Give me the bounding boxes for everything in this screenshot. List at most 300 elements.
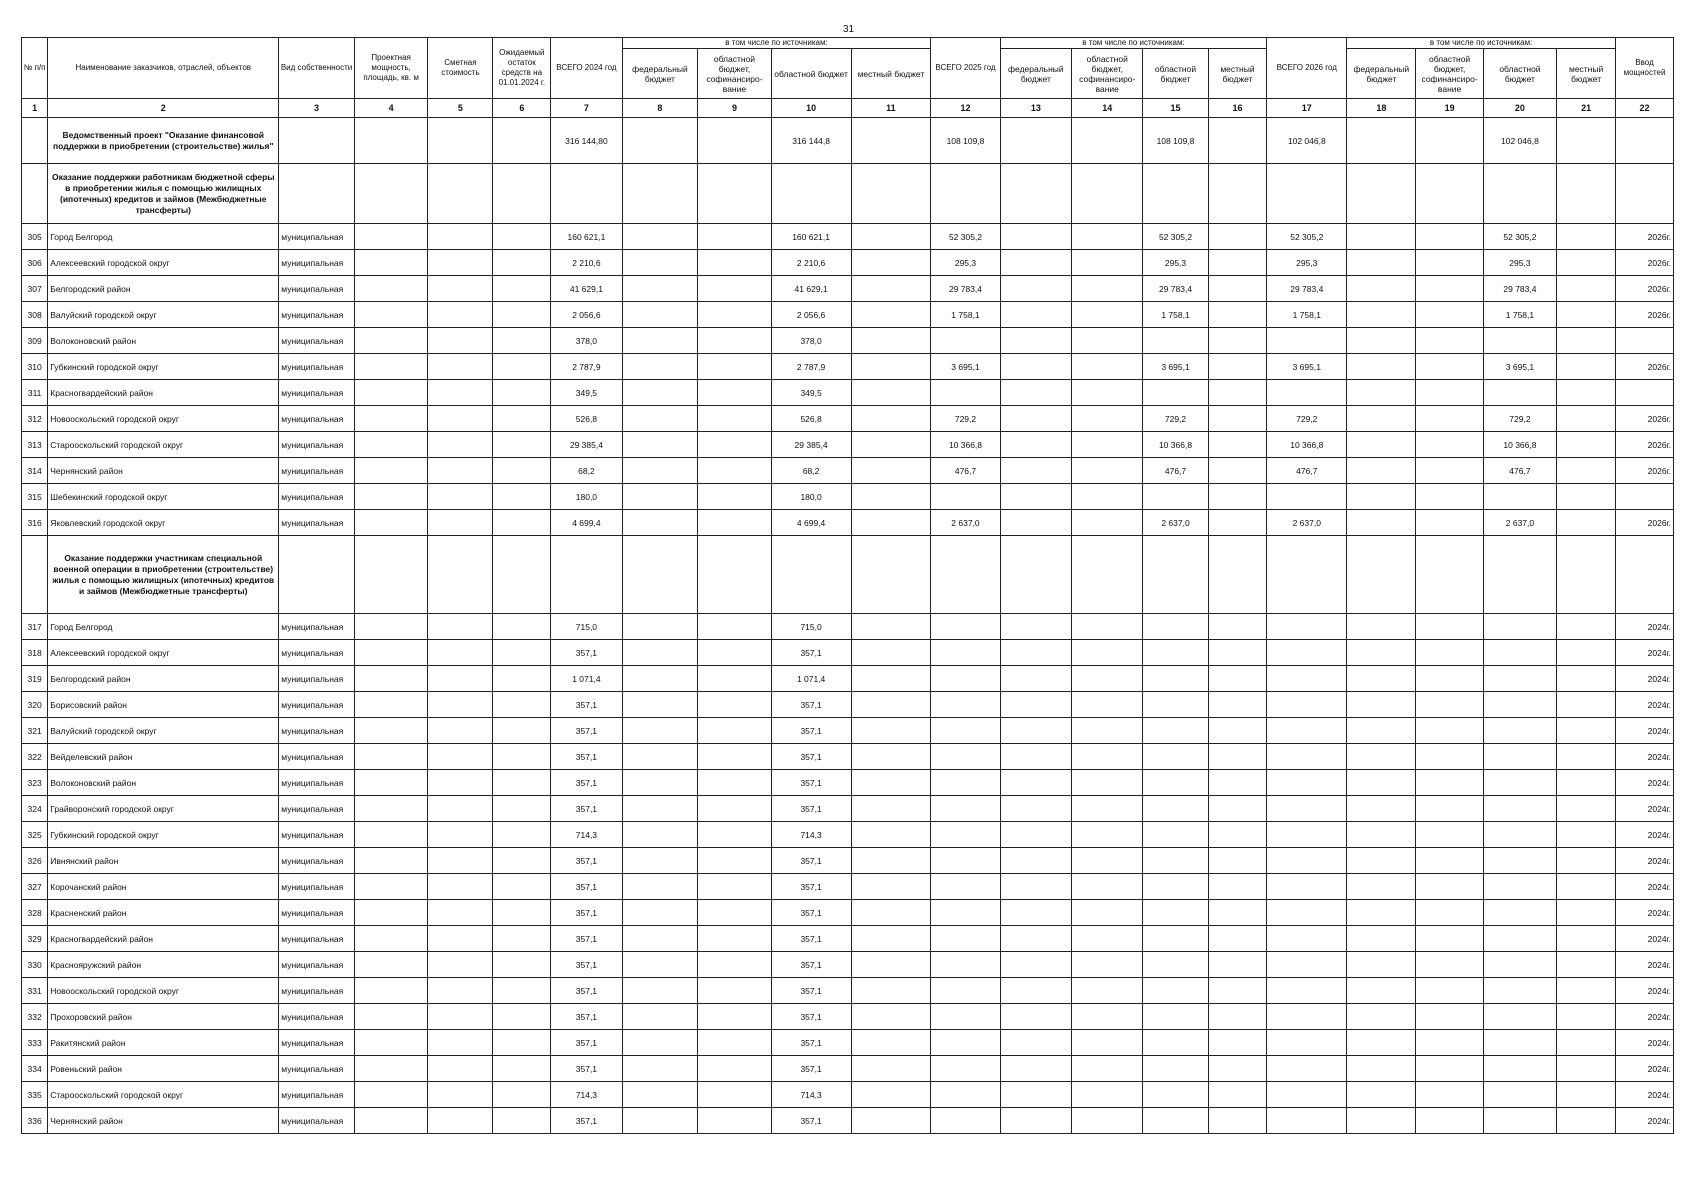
row-regional-2025: 729,2 (1143, 406, 1208, 432)
header-num: № п/п (22, 38, 48, 99)
empty-cell (698, 328, 772, 354)
column-number: 1 (22, 99, 48, 118)
row-commissioning: 2024г. (1616, 1056, 1674, 1082)
row-total-2026 (1267, 900, 1347, 926)
empty-cell (354, 458, 428, 484)
row-name: Губкинский городской округ (48, 822, 279, 848)
row-regional-2024: 357,1 (771, 952, 851, 978)
empty-cell (1557, 224, 1616, 250)
empty-cell (493, 224, 551, 250)
row-number: 327 (22, 874, 48, 900)
empty-cell (1416, 692, 1483, 718)
empty-cell (1416, 354, 1483, 380)
row-number: 330 (22, 952, 48, 978)
row-total-2024: 357,1 (551, 1030, 622, 1056)
empty-cell (1347, 900, 1416, 926)
empty-cell (1208, 224, 1267, 250)
empty-cell (354, 770, 428, 796)
empty-cell (1347, 1082, 1416, 1108)
empty-cell (698, 744, 772, 770)
empty-cell (1416, 510, 1483, 536)
empty-cell (851, 692, 931, 718)
row-total-2026 (1267, 1030, 1347, 1056)
row-regional-2025 (1143, 744, 1208, 770)
empty-cell (698, 380, 772, 406)
row-total-2026 (1267, 770, 1347, 796)
header-expected-balance: Ожидаемый остаток средств на 01.01.2024 г. (493, 38, 551, 99)
row-name: Новооскольский городской округ (48, 978, 279, 1004)
empty-cell (1143, 536, 1208, 614)
empty-cell (354, 380, 428, 406)
empty-cell (428, 900, 493, 926)
row-regional-2025 (1143, 1108, 1208, 1134)
empty-cell (1347, 354, 1416, 380)
empty-cell (1072, 510, 1143, 536)
empty-cell (354, 1056, 428, 1082)
empty-cell (428, 770, 493, 796)
row-total-2024: 357,1 (551, 1004, 622, 1030)
empty-cell (1072, 484, 1143, 510)
empty-cell (1416, 1030, 1483, 1056)
empty-cell (622, 614, 698, 640)
empty-cell (1347, 1030, 1416, 1056)
row-total-2025 (931, 484, 1000, 510)
empty-cell (428, 1030, 493, 1056)
empty-cell (1347, 770, 1416, 796)
row-total-2024: 2 210,6 (551, 250, 622, 276)
row-number: 335 (22, 1082, 48, 1108)
empty-cell (622, 484, 698, 510)
row-ownership: муниципальная (279, 614, 355, 640)
row-total-2024: 357,1 (551, 978, 622, 1004)
empty-cell (622, 380, 698, 406)
row-ownership: муниципальная (279, 1056, 355, 1082)
row-total-2024: 357,1 (551, 770, 622, 796)
row-regional-2026 (1483, 1082, 1557, 1108)
row-commissioning: 2024г. (1616, 666, 1674, 692)
row-total-2024: 715,0 (551, 614, 622, 640)
empty-cell (493, 302, 551, 328)
empty-cell (493, 900, 551, 926)
empty-cell (1072, 848, 1143, 874)
empty-cell (428, 718, 493, 744)
empty-cell (1000, 380, 1071, 406)
empty-cell (428, 1082, 493, 1108)
empty-cell (1000, 692, 1071, 718)
empty-cell (1072, 822, 1143, 848)
row-regional-2025: 29 783,4 (1143, 276, 1208, 302)
empty-cell (1000, 978, 1071, 1004)
row-name: Белгородский район (48, 276, 279, 302)
row-total-2025: 1 758,1 (931, 302, 1000, 328)
row-number: 310 (22, 354, 48, 380)
empty-cell (1208, 822, 1267, 848)
row-number: 329 (22, 926, 48, 952)
row-total-2024: 68,2 (551, 458, 622, 484)
row-total-2026: 3 695,1 (1267, 354, 1347, 380)
column-number: 10 (771, 99, 851, 118)
row-commissioning: 2026г. (1616, 510, 1674, 536)
column-number: 12 (931, 99, 1000, 118)
row-ownership: муниципальная (279, 978, 355, 1004)
row-total-2025: 2 637,0 (931, 510, 1000, 536)
row-number: 314 (22, 458, 48, 484)
empty-cell (851, 536, 931, 614)
row-regional-2025 (1143, 484, 1208, 510)
empty-cell (1000, 406, 1071, 432)
empty-cell (1557, 900, 1616, 926)
empty-cell (1072, 354, 1143, 380)
empty-cell (354, 250, 428, 276)
empty-cell (698, 666, 772, 692)
header-federal: федеральный бюджет (1000, 49, 1071, 99)
table-row (22, 1030, 1674, 1056)
empty-cell (1072, 770, 1143, 796)
empty-cell (354, 640, 428, 666)
empty-cell (1000, 484, 1071, 510)
empty-cell (851, 484, 931, 510)
empty-cell (1557, 536, 1616, 614)
row-regional-2024: 357,1 (771, 744, 851, 770)
header-commissioning: Ввод мощностей (1616, 38, 1674, 99)
row-total-2025: 10 366,8 (931, 432, 1000, 458)
row-regional-2024: 2 210,6 (771, 250, 851, 276)
row-total-2025 (931, 1004, 1000, 1030)
empty-cell (1557, 1030, 1616, 1056)
row-total-2025 (931, 328, 1000, 354)
empty-cell (1416, 380, 1483, 406)
row-regional-2026 (1483, 900, 1557, 926)
empty-cell (428, 484, 493, 510)
empty-cell (1416, 1004, 1483, 1030)
section-title: Оказание поддержки участникам специальной военной операции в приобретении (строительстве) жилья с помощью жилищных (ипотечных) кредитов и займов (Межбюджетные трансферты) (48, 536, 279, 614)
header-regional: областной бюджет (1143, 49, 1208, 99)
empty-cell (1000, 1004, 1071, 1030)
empty-cell (1347, 224, 1416, 250)
header-federal: федеральный бюджет (622, 49, 698, 99)
empty-cell (1208, 1004, 1267, 1030)
row-total-2025 (931, 718, 1000, 744)
empty-cell (851, 926, 931, 952)
row-total-2024: 41 629,1 (551, 276, 622, 302)
empty-cell (1072, 692, 1143, 718)
row-regional-2024: 357,1 (771, 796, 851, 822)
empty-cell (493, 510, 551, 536)
row-number: 336 (22, 1108, 48, 1134)
header-regional: областной бюджет (771, 49, 851, 99)
empty-cell (1347, 1108, 1416, 1134)
empty-cell (622, 692, 698, 718)
row-ownership: муниципальная (279, 718, 355, 744)
empty-cell (1072, 874, 1143, 900)
empty-cell (1416, 796, 1483, 822)
empty-cell (1000, 1082, 1071, 1108)
row-name: Красногвардейский район (48, 380, 279, 406)
row-ownership: муниципальная (279, 302, 355, 328)
empty-cell (1347, 432, 1416, 458)
empty-cell (1416, 406, 1483, 432)
empty-cell (493, 1108, 551, 1134)
row-commissioning: 2024г. (1616, 692, 1674, 718)
row-name: Вейделевский район (48, 744, 279, 770)
row-ownership: муниципальная (279, 848, 355, 874)
row-commissioning: 2024г. (1616, 1082, 1674, 1108)
row-commissioning: 2024г. (1616, 926, 1674, 952)
table-row (22, 1108, 1674, 1134)
empty-cell (1000, 744, 1071, 770)
project-regional-2025: 108 109,8 (1143, 118, 1208, 164)
empty-cell (1557, 718, 1616, 744)
empty-cell (622, 1030, 698, 1056)
empty-cell (1208, 978, 1267, 1004)
empty-cell (493, 614, 551, 640)
row-commissioning: 2024г. (1616, 900, 1674, 926)
row-ownership: муниципальная (279, 822, 355, 848)
column-number: 3 (279, 99, 355, 118)
empty-cell (493, 692, 551, 718)
row-total-2026: 1 758,1 (1267, 302, 1347, 328)
empty-cell (1347, 640, 1416, 666)
empty-cell (1416, 302, 1483, 328)
empty-cell (428, 822, 493, 848)
row-number: 306 (22, 250, 48, 276)
row-name: Краснояружский район (48, 952, 279, 978)
empty-cell (1208, 458, 1267, 484)
empty-cell (493, 458, 551, 484)
row-number: 318 (22, 640, 48, 666)
row-regional-2024: 2 056,6 (771, 302, 851, 328)
row-regional-2025: 476,7 (1143, 458, 1208, 484)
empty-cell (1000, 796, 1071, 822)
row-name: Борисовский район (48, 692, 279, 718)
empty-cell (851, 250, 931, 276)
table-row (22, 744, 1674, 770)
row-number: 316 (22, 510, 48, 536)
table-row (22, 640, 1674, 666)
empty-cell (698, 952, 772, 978)
header-federal: федеральный бюджет (1347, 49, 1416, 99)
header-sources-2026: в том числе по источникам: (1347, 38, 1616, 49)
empty-cell (493, 406, 551, 432)
row-number: 305 (22, 224, 48, 250)
empty-cell (428, 406, 493, 432)
empty-cell (493, 354, 551, 380)
page-number: 31 (842, 24, 855, 35)
row-commissioning: 2026г. (1616, 406, 1674, 432)
empty-cell (1000, 666, 1071, 692)
empty-cell (493, 926, 551, 952)
row-regional-2026 (1483, 1004, 1557, 1030)
empty-cell (622, 224, 698, 250)
empty-cell (1000, 874, 1071, 900)
empty-cell (1208, 1108, 1267, 1134)
row-number: 334 (22, 1056, 48, 1082)
row-total-2026 (1267, 1108, 1347, 1134)
empty-cell (1557, 1056, 1616, 1082)
row-ownership: муниципальная (279, 1004, 355, 1030)
column-number: 6 (493, 99, 551, 118)
empty-cell (1416, 484, 1483, 510)
empty-cell (354, 536, 428, 614)
empty-cell (1072, 718, 1143, 744)
empty-cell (1557, 276, 1616, 302)
empty-cell (1072, 1056, 1143, 1082)
row-regional-2024: 68,2 (771, 458, 851, 484)
table-row (22, 224, 1674, 250)
row-regional-2026: 476,7 (1483, 458, 1557, 484)
empty-cell (1000, 822, 1071, 848)
table-row (22, 1004, 1674, 1030)
empty-cell (1347, 744, 1416, 770)
empty-cell (698, 900, 772, 926)
row-total-2026 (1267, 1082, 1347, 1108)
empty-cell (622, 510, 698, 536)
row-regional-2025: 10 366,8 (1143, 432, 1208, 458)
empty-cell (428, 458, 493, 484)
empty-cell (1208, 770, 1267, 796)
empty-cell (1557, 302, 1616, 328)
row-total-2025 (931, 640, 1000, 666)
header-estimate: Сметная стоимость (428, 38, 493, 99)
row-regional-2026 (1483, 822, 1557, 848)
empty-cell (1347, 822, 1416, 848)
row-number: 332 (22, 1004, 48, 1030)
table-row (22, 614, 1674, 640)
empty-cell (1000, 614, 1071, 640)
row-number: 320 (22, 692, 48, 718)
column-number: 5 (428, 99, 493, 118)
empty-cell (851, 432, 931, 458)
empty-cell (622, 848, 698, 874)
row-regional-2024: 2 787,9 (771, 354, 851, 380)
row-total-2026 (1267, 692, 1347, 718)
table-row (22, 1056, 1674, 1082)
empty-cell (354, 952, 428, 978)
empty-cell (622, 744, 698, 770)
empty-cell (851, 874, 931, 900)
empty-cell (1557, 328, 1616, 354)
row-regional-2024: 715,0 (771, 614, 851, 640)
empty-cell (1416, 744, 1483, 770)
row-number: 309 (22, 328, 48, 354)
empty-cell (1347, 692, 1416, 718)
empty-cell (622, 796, 698, 822)
row-regional-2024: 357,1 (771, 770, 851, 796)
empty-cell (1000, 900, 1071, 926)
empty-cell (1416, 250, 1483, 276)
empty-cell (1208, 536, 1267, 614)
row-name: Губкинский городской округ (48, 354, 279, 380)
empty-cell (698, 354, 772, 380)
row-commissioning: 2024г. (1616, 796, 1674, 822)
empty-cell (1416, 978, 1483, 1004)
empty-cell (622, 978, 698, 1004)
row-number: 319 (22, 666, 48, 692)
row-total-2024: 2 787,9 (551, 354, 622, 380)
empty-cell (1072, 432, 1143, 458)
empty-cell (1557, 692, 1616, 718)
empty-cell (1347, 614, 1416, 640)
row-total-2024: 180,0 (551, 484, 622, 510)
row-number: 315 (22, 484, 48, 510)
row-total-2024: 349,5 (551, 380, 622, 406)
header-ownership: Вид собственности (279, 38, 355, 99)
row-name: Чернянский район (48, 458, 279, 484)
project-regional-2024: 316 144,8 (771, 118, 851, 164)
row-name: Новооскольский городской округ (48, 406, 279, 432)
empty-cell (1557, 1108, 1616, 1134)
row-regional-2025 (1143, 900, 1208, 926)
empty-cell (493, 1004, 551, 1030)
empty-cell (428, 328, 493, 354)
table-row (22, 718, 1674, 744)
column-number: 11 (851, 99, 931, 118)
table-row (22, 666, 1674, 692)
row-commissioning: 2024г. (1616, 978, 1674, 1004)
row-regional-2025 (1143, 692, 1208, 718)
row-ownership: муниципальная (279, 224, 355, 250)
empty-cell (354, 302, 428, 328)
empty-cell (1208, 796, 1267, 822)
project-row (22, 118, 1674, 164)
empty-cell (622, 1056, 698, 1082)
empty-cell (1347, 666, 1416, 692)
empty-cell (354, 276, 428, 302)
row-regional-2026: 2 637,0 (1483, 510, 1557, 536)
row-commissioning: 2024г. (1616, 822, 1674, 848)
row-total-2024: 714,3 (551, 822, 622, 848)
table-row (22, 796, 1674, 822)
row-number: 311 (22, 380, 48, 406)
table-row (22, 848, 1674, 874)
empty-cell (1208, 380, 1267, 406)
row-name: Старооскольский городской округ (48, 432, 279, 458)
empty-cell (1208, 406, 1267, 432)
empty-cell (428, 952, 493, 978)
row-regional-2026 (1483, 926, 1557, 952)
row-total-2024: 1 071,4 (551, 666, 622, 692)
row-name: Волоконовский район (48, 328, 279, 354)
row-total-2024: 378,0 (551, 328, 622, 354)
row-regional-2026 (1483, 640, 1557, 666)
row-total-2026 (1267, 484, 1347, 510)
row-regional-2025 (1143, 770, 1208, 796)
table-row (22, 276, 1674, 302)
row-name: Чернянский район (48, 1108, 279, 1134)
row-total-2025: 52 305,2 (931, 224, 1000, 250)
row-ownership: муниципальная (279, 666, 355, 692)
row-ownership: муниципальная (279, 770, 355, 796)
row-regional-2025 (1143, 926, 1208, 952)
empty-cell (1072, 224, 1143, 250)
empty-cell (851, 978, 931, 1004)
empty-cell (851, 1108, 931, 1134)
empty-cell (1072, 328, 1143, 354)
row-ownership: муниципальная (279, 484, 355, 510)
project-title: Ведомственный проект "Оказание финансовой поддержки в приобретении (строительстве) жилья" (48, 118, 279, 164)
row-total-2024: 357,1 (551, 1056, 622, 1082)
row-name: Город Белгород (48, 614, 279, 640)
row-ownership: муниципальная (279, 952, 355, 978)
empty-cell (493, 484, 551, 510)
row-total-2025: 3 695,1 (931, 354, 1000, 380)
empty-cell (622, 822, 698, 848)
row-name: Алексеевский городской округ (48, 250, 279, 276)
empty-cell (354, 1082, 428, 1108)
row-commissioning: 2024г. (1616, 614, 1674, 640)
row-regional-2026: 1 758,1 (1483, 302, 1557, 328)
empty-cell (1557, 822, 1616, 848)
